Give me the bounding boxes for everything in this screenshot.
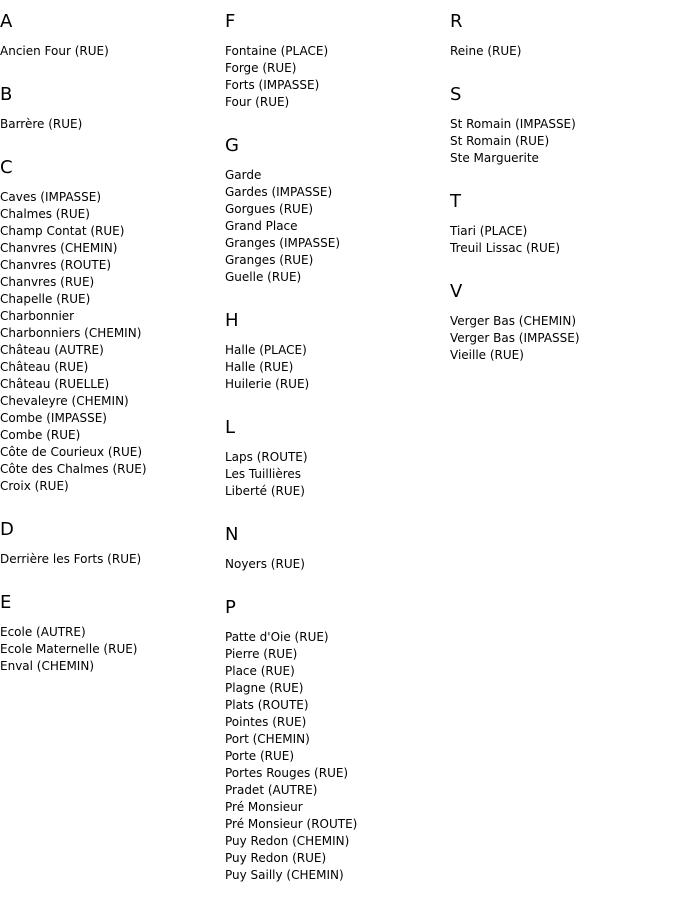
- street-item: Ancien Four (RUE): [0, 44, 109, 58]
- street-item: Combe (IMPASSE): [0, 411, 107, 425]
- letter-group: [225, 124, 445, 299]
- street-item: Vieille (RUE): [450, 348, 524, 362]
- letter-group: [0, 581, 220, 688]
- street-item: Croix (RUE): [0, 479, 69, 493]
- street-item: Ecole (AUTRE): [0, 625, 86, 639]
- street-item: Granges (IMPASSE): [225, 236, 341, 250]
- letter-heading: A: [0, 11, 13, 32]
- street-item: Côte de Courieux (RUE): [0, 445, 143, 459]
- street-item: Château (RUE): [0, 360, 89, 374]
- street-item: Verger Bas (IMPASSE): [450, 331, 580, 345]
- street-item: Halle (RUE): [225, 360, 294, 374]
- letter-heading: P: [225, 597, 236, 618]
- letter-heading: T: [450, 191, 461, 212]
- street-item: Barrère (RUE): [0, 117, 83, 131]
- street-item: Porte (RUE): [225, 749, 295, 763]
- letter-group: [0, 508, 220, 581]
- street-item: Champ Contat (RUE): [0, 224, 125, 238]
- letter-heading: V: [450, 281, 463, 302]
- street-item: Château (RUELLE): [0, 377, 110, 391]
- street-list: [0, 33, 220, 73]
- letter-heading: H: [225, 310, 239, 331]
- street-index-column: [0, 0, 220, 688]
- letter-heading: C: [0, 157, 13, 178]
- street-item: Forge (RUE): [225, 61, 297, 75]
- street-item: Chalmes (RUE): [0, 207, 90, 221]
- street-item: Place (RUE): [225, 664, 295, 678]
- street-item: Pointes (RUE): [225, 715, 307, 729]
- letter-group: [225, 586, 445, 897]
- street-item: Guelle (RUE): [225, 270, 302, 284]
- street-item: Chanvres (RUE): [0, 275, 95, 289]
- street-item: Côte des Chalmes (RUE): [0, 462, 147, 476]
- letter-group: [450, 73, 670, 180]
- street-item: St Romain (RUE): [450, 134, 550, 148]
- street-item: Forts (IMPASSE): [225, 78, 320, 92]
- street-list: [450, 303, 670, 377]
- street-item: Plagne (RUE): [225, 681, 304, 695]
- letter-heading: B: [0, 84, 13, 105]
- street-item: Tiari (PLACE): [450, 224, 528, 238]
- letter-group: [0, 146, 220, 508]
- letter-group: [225, 299, 445, 406]
- letter-heading: S: [450, 84, 462, 105]
- street-item: Enval (CHEMIN): [0, 659, 95, 673]
- letter-group: [225, 0, 445, 124]
- letter-heading: E: [0, 592, 12, 613]
- letter-heading: D: [0, 519, 14, 540]
- street-item: Puy Redon (RUE): [225, 851, 327, 865]
- street-item: Port (CHEMIN): [225, 732, 310, 746]
- street-item: Gorgues (RUE): [225, 202, 314, 216]
- letter-group: [450, 270, 670, 377]
- street-item: Pré Monsieur (ROUTE): [225, 817, 358, 831]
- letter-heading: R: [450, 11, 463, 32]
- street-item: Chapelle (RUE): [0, 292, 91, 306]
- street-list: [225, 33, 445, 124]
- letter-heading: G: [225, 135, 239, 156]
- street-item: Charbonnier: [0, 309, 75, 323]
- letter-heading: F: [225, 11, 236, 32]
- street-item: Derrière les Forts (RUE): [0, 552, 142, 566]
- street-item: Noyers (RUE): [225, 557, 305, 571]
- street-item: Garde: [225, 168, 262, 182]
- street-list: [225, 546, 445, 586]
- street-list: [0, 106, 220, 146]
- street-item: Four (RUE): [225, 95, 290, 109]
- street-item: Ste Marguerite: [450, 151, 539, 165]
- street-list: [225, 439, 445, 513]
- street-item: Huilerie (RUE): [225, 377, 310, 391]
- street-list: [450, 106, 670, 180]
- letter-group: [450, 0, 670, 73]
- street-list: [225, 619, 445, 897]
- street-item: Ecole Maternelle (RUE): [0, 642, 138, 656]
- street-item: Halle (PLACE): [225, 343, 307, 357]
- street-item: Puy Redon (CHEMIN): [225, 834, 350, 848]
- street-item: Gardes (IMPASSE): [225, 185, 333, 199]
- street-item: Plats (ROUTE): [225, 698, 309, 712]
- street-list: [225, 157, 445, 299]
- street-item: Granges (RUE): [225, 253, 314, 267]
- street-item: Pierre (RUE): [225, 647, 298, 661]
- street-item: Treuil Lissac (RUE): [450, 241, 561, 255]
- street-list: [0, 614, 220, 688]
- street-item: Laps (ROUTE): [225, 450, 308, 464]
- street-index-column: [225, 0, 445, 897]
- street-list: [450, 33, 670, 73]
- letter-group: [450, 180, 670, 270]
- street-item: Grand Place: [225, 219, 298, 233]
- street-item: Caves (IMPASSE): [0, 190, 102, 204]
- street-item: Verger Bas (CHEMIN): [450, 314, 576, 328]
- letter-group: [0, 0, 220, 73]
- letter-group: [225, 513, 445, 586]
- street-item: Portes Rouges (RUE): [225, 766, 349, 780]
- letter-group: [225, 406, 445, 513]
- street-item: Les Tuillières: [225, 467, 302, 481]
- street-item: Liberté (RUE): [225, 484, 305, 498]
- street-item: Château (AUTRE): [0, 343, 104, 357]
- street-list: [0, 179, 220, 508]
- street-item: Combe (RUE): [0, 428, 81, 442]
- street-item: Chanvres (ROUTE): [0, 258, 112, 272]
- street-index-column: [450, 0, 670, 377]
- street-list: [225, 332, 445, 406]
- street-item: Puy Sailly (CHEMIN): [225, 868, 344, 882]
- street-item: Pradet (AUTRE): [225, 783, 318, 797]
- street-list: [450, 213, 670, 270]
- letter-group: [0, 73, 220, 146]
- street-item: Pré Monsieur: [225, 800, 303, 814]
- street-item: St Romain (IMPASSE): [450, 117, 576, 131]
- street-item: Chevaleyre (CHEMIN): [0, 394, 129, 408]
- letter-heading: L: [225, 417, 236, 438]
- street-item: Charbonniers (CHEMIN): [0, 326, 142, 340]
- street-list: [0, 541, 220, 581]
- letter-heading: N: [225, 524, 239, 545]
- street-item: Fontaine (PLACE): [225, 44, 329, 58]
- street-item: Reine (RUE): [450, 44, 522, 58]
- street-item: Chanvres (CHEMIN): [0, 241, 118, 255]
- street-item: Patte d'Oie (RUE): [225, 630, 329, 644]
